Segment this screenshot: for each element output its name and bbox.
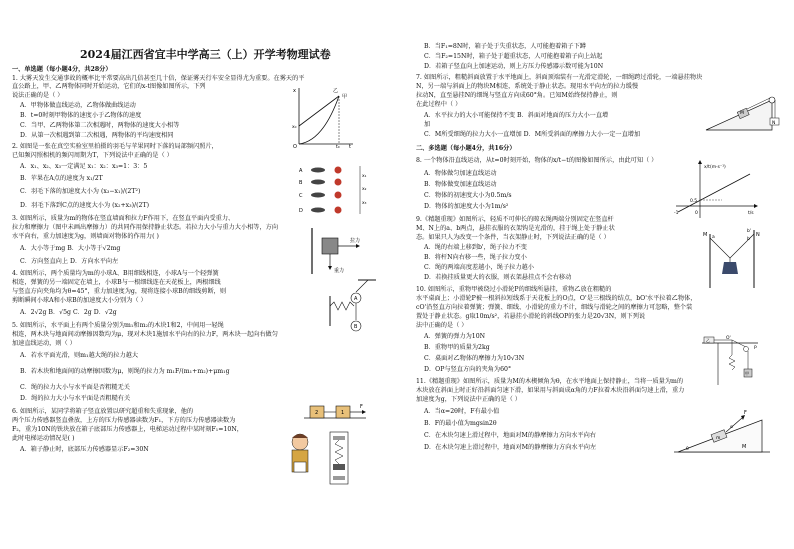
q1-line3: 说法正确的是（ ） [12, 92, 64, 99]
xt-graph-label-t: t [349, 144, 351, 150]
q2-option-a: A．x₁、x₂、x₃一定满足 x₁：x₂：x₃=1：3：5 [20, 163, 148, 170]
feather-a [311, 168, 325, 173]
q3-options-ab: A．大小等于mg B．大小等于√2mg [20, 245, 121, 252]
strobe-label-x2: x₂ [362, 187, 367, 192]
spring-c [729, 355, 735, 370]
label-ratio-axis: x/t(m·s⁻¹) [704, 165, 726, 170]
pulley-p [744, 347, 749, 352]
label-b-prime: b' [747, 229, 752, 234]
two-blocks-figure [302, 398, 368, 422]
q6-line4: 此时电梯运动情况是( ) [12, 435, 75, 442]
label-o-prime: O' [726, 336, 731, 341]
q11-option-a: A．当α=2θ时，F有最小值 [424, 408, 500, 415]
q1-line2: 直公路上，甲、乙两物体同时开始运动，它们的x-t图像如图所示，下列 [12, 83, 206, 90]
apple-c [335, 192, 342, 199]
q7-line4: 在此过程中（ ） [416, 101, 462, 108]
label-0-5: 0.5 [690, 199, 698, 204]
feather-b [311, 180, 325, 185]
xt-graph-curve-jia [299, 96, 339, 144]
q9-line3: 态。如果只人为改变一个条件，当衣架静止时，下列说法正确的是（ ） [416, 234, 610, 241]
q4-options: A．2√2g B．√5g C．2g D．√2g [20, 309, 117, 316]
apple-b [335, 179, 342, 186]
q4-line3: 与竖直方向夹角均为θ=45°，重力加速度为g，现将连接小球B的细线剪断，则 [12, 288, 227, 295]
q5-option-d: D．绳的拉力大小与水平面是否粗糙有关 [20, 395, 131, 402]
q2-option-c: C．羽毛下落的加速度大小为 (x₃−x₁)/(2T²) [20, 188, 141, 195]
sensor-top [333, 436, 345, 440]
label-small-m: m [716, 436, 721, 441]
q8-option-d: D．物体的加速度大小为1m/s² [424, 203, 509, 210]
feather-d [311, 208, 325, 213]
q4-line4: 剪断瞬间小球A和小球B的加速度大小分别为（ ） [12, 297, 147, 304]
strobe-label-x3: x₃ [362, 201, 367, 206]
label-alpha: α [730, 425, 733, 430]
document-title: 2024届江西省宜丰中学高三（上）开学考物理试卷 [80, 48, 331, 61]
apple-a [335, 167, 342, 174]
q6-line1: 6. 如图所示，某同学将箱子竖直放置以研究超重和失重现象，他的 [12, 408, 194, 415]
xt-graph-label-x0: x₀ [292, 125, 297, 130]
q9-line2: M、N上的a、b两点，悬挂衣服的衣架钩是光滑的，挂于绳上处于静止状 [416, 225, 615, 232]
q7-line3: 拉动N，直至悬挂N的细绳与竖直方向成60°角。已知M始终保持静止，则 [416, 92, 618, 99]
q2-line2: 已知频闪照相机的频闪周期为T，下列说法中正确的是（ ） [12, 152, 173, 159]
label-ball-b: B [354, 324, 358, 330]
q8-option-c: C．物体的初速度大小为0.5m/s [424, 192, 512, 199]
q11-line3: 加速度为g，下列说法中正确的是（ ） [416, 396, 521, 403]
label-block-1: 1 [341, 410, 345, 416]
q10-line2: 水平桌面上；小滑轮P被一根斜拉短线系于天花板上的O点，O'是三根线的结点，bO'水平拉着乙物体， [416, 295, 697, 302]
q5-option-c: C．绳的拉力大小与水平面是否粗糙无关 [20, 384, 130, 391]
q3-line3: 水平向右，重力加速度为g，则墙面对物体的作用力( ) [12, 233, 159, 240]
incline-pulley-figure [702, 92, 780, 134]
q10-option-a: A．弹簧的弹力为10N [424, 333, 486, 340]
q5-line3: 加速直线运动，则（ ） [12, 340, 76, 347]
q3-line2: 拉力和摩擦力（图中未画出摩擦力）的共同作用保持静止状态。若拉力大小与重力大小相等，方向 [12, 224, 279, 231]
q1-option-a: A．甲物体做直线运动，乙物体做曲线运动 [20, 102, 136, 109]
q10-option-b: B．重物甲的质量为2kg [424, 344, 490, 351]
ratio-axis-arrowhead [698, 160, 702, 164]
q1-option-b: B．t=0时刻甲物体的速度小于乙物体的速度 [20, 112, 142, 119]
xt-graph-label-t0: t₀ [336, 145, 340, 150]
q10-option-d: D．OP与竖直方向的夹角为60° [424, 366, 512, 373]
q3-options-cd: C．方向竖直向上 D．方向水平向左 [20, 258, 119, 265]
label-theta: θ [686, 447, 689, 452]
apple-d [335, 207, 342, 214]
xt-graph-label-x: x [293, 88, 296, 94]
strobe-label-c: C [299, 193, 303, 199]
section-multi-choice: 二、多选题（每小题4分，共16分） [416, 145, 516, 152]
q10-option-c: C．桌面对乙物体的摩擦力为10√3N [424, 355, 525, 362]
q6-line2: 两个压力传感器竖直叠放，上方的压力传感器读数为F₁，下方的压力传感器读数为 [12, 417, 236, 424]
label-neg1: -1 [674, 211, 679, 216]
xt-graph-figure [293, 86, 355, 148]
q9-line1: 9.《精题重现》如图所示，轻质不可伸长的晾衣绳两端分别固定在竖直杆 [416, 216, 614, 223]
xt-graph-label-yi: 乙 [333, 88, 339, 94]
gravity-arrowhead [328, 266, 332, 270]
wedge-figure [672, 402, 772, 456]
spring-balls-figure [328, 276, 378, 342]
label-ball-a: A [354, 296, 358, 302]
q2-line1: 2. 如图是一张在真空实验室里拍摄的羽毛与苹果同时下落的局部频闪照片， [12, 143, 218, 150]
pull-force-arrowhead [356, 244, 360, 248]
t-axis-arrowhead [754, 204, 758, 208]
q7-options-ab-cont: 加 [424, 121, 431, 128]
q8-option-a: A．物体做匀加速直线运动 [424, 170, 497, 177]
q9-option-d: D．若换挂质量更大的衣服，则衣架悬挂点不会右移动 [424, 274, 572, 281]
label-jia: 甲 [745, 371, 749, 376]
label-pull-force: 拉力 [350, 238, 361, 244]
wall-box-figure [308, 226, 370, 276]
q11-line2: 木块放在斜面上时正好沿斜面匀速下滑，如果用与斜面成α角的力F拉着木块沿斜面匀速上滑，重力 [416, 387, 685, 394]
label-big-m: M [742, 444, 747, 450]
q7-line2: N，另一端与斜面上的物块M相连，系统处于静止状态。现用水平向左的拉力缓慢 [416, 83, 639, 90]
spring [330, 302, 354, 310]
label-block-2: 2 [315, 410, 319, 416]
iron-block [333, 464, 345, 470]
q10-line1: 10. 如图所示，重物甲被绕过小滑轮P的细线所悬挂，重物乙放在粗糙的 [416, 286, 612, 293]
q2-option-d: D．羽毛下落到C点的速度大小为 (x₂+x₃)/(2T) [20, 202, 150, 209]
label-m: M [740, 111, 744, 116]
xt-graph-label-origin: O [293, 144, 297, 150]
q8-option-b: B．物体做变加速直线运动 [424, 181, 497, 188]
section-single-choice: 一、单选题（每小题4分，共28分） [12, 66, 112, 73]
q6-option-d: D．若箱子竖直向上加速运动，则上方压力传感器示数可能为10N [424, 63, 604, 70]
label-p: P [754, 346, 757, 351]
q8-line1: 8. 一个物体沿直线运动，从t=0时刻开始，物体的x/t−t的图像如图所示，由此可知（ ） [416, 157, 658, 164]
q2-option-b: B．苹果在A点的速度为 x₁/2T [20, 175, 103, 182]
q9-option-a: A．绳的右端上移到b'，绳子拉力不变 [424, 244, 527, 251]
label-t-axis: t/s [748, 211, 754, 216]
q9-option-b: B．将杆N向右移一些，绳子拉力变小 [424, 254, 527, 261]
elevator-figure [280, 428, 356, 494]
rope-left [710, 238, 730, 258]
box-held [294, 462, 306, 472]
q11-option-d: D．在木块匀速上滑过程中，地面对M的静摩擦力方向水平向左 [424, 444, 597, 451]
rope-right [730, 234, 754, 258]
label-n: N [772, 121, 776, 126]
label-force: F [360, 404, 363, 410]
label-0: 0 [695, 211, 698, 216]
right-column [402, 0, 787, 549]
xt-ratio-graph-figure [670, 160, 758, 220]
strobe-label-d: D [299, 208, 303, 214]
q5-option-a: A．若水平面光滑，则m₁越大绳的拉力越大 [20, 352, 139, 359]
q9-option-c: C．绳的两端高度差越小，绳子拉力越小 [424, 264, 534, 271]
label-gravity: 重力 [334, 268, 345, 274]
clothes [722, 262, 738, 274]
label-a: a [712, 235, 715, 240]
label-f: F [744, 410, 747, 416]
q4-line2: 相连，弹簧的另一端固定在墙上，小球B与一根细线连在天花板上，两根细线 [12, 279, 221, 286]
q11-option-c: C．在木块匀速上滑过程中，地面对M的静摩擦力方向水平向右 [424, 432, 596, 439]
pulley-system-figure [698, 335, 762, 389]
q11-option-b: B．F的最小值为mgsin2θ [424, 420, 497, 427]
q10-line5: 法中正确的是（ ） [416, 322, 468, 329]
q6-option-c: C．当F₂=15N时，箱子处于超重状态，人可能抱着箱子向上站起 [424, 53, 603, 60]
q5-line1: 5. 如图所示，水平面上有两个质量分别为m₁和m₂的木块1和2，中间用一轻绳 [12, 322, 224, 329]
strobe-photo-figure [298, 162, 368, 220]
q10-line4: 置处于静止状态。g取10m/s²，若悬挂小滑轮的斜线OP的张力是20√3N，则下列说 [416, 313, 646, 320]
clothesline-figure [702, 228, 762, 290]
q5-option-b: B．若木块和地面间的动摩擦因数为μ，则绳的拉力为 m₁F/(m₁+m₂)+μm₁g [20, 368, 230, 375]
xt-graph-label-jia: 甲 [342, 94, 348, 100]
q5-line2: 相连，两木块与地面间动摩擦因数均为μ，现对木块1施加水平向右的拉力F，两木块一起向右做匀 [12, 331, 278, 338]
q1-line1: 1. 大雾天发生交通事故的概率比平常要高出几倍甚至几十倍，保证雾天行车安全显得尤为重要。在雾天的平 [12, 75, 305, 82]
label-pole-n: N [756, 232, 760, 238]
q1-option-c: C．当甲、乙两物体第二次相遇时，两物体的速度大小相等 [20, 122, 180, 129]
label-b: b [747, 237, 750, 242]
strobe-label-a: A [299, 168, 303, 174]
box [322, 238, 338, 254]
q6-option-a: A．箱子静止时，底部压力传感器显示F₂=30N [20, 446, 149, 453]
q7-options-ab: A．水平拉力的大小可能保持不变 B．斜面对地面的压力大小一直增 [424, 112, 609, 119]
label-pole-m: M [703, 232, 708, 238]
q6-option-b: B．当F₁=8N时，箱子处于失重状态，人可能抱着箱子下蹲 [424, 43, 586, 50]
string-ceiling [356, 280, 368, 292]
q1-option-d: D．从第一次相遇到第二次相遇，两物体的平均速度相同 [20, 132, 174, 139]
force-arrowhead [362, 410, 366, 414]
sensor-bottom [333, 476, 345, 480]
person-hair [292, 434, 308, 438]
left-column [10, 0, 395, 549]
q4-line1: 4. 如图所示，两个质量均为m的小球A、B用细线相连，小球A与一个轻弹簧 [12, 270, 219, 277]
q10-line3: cO'沿竖直方向拉着弹簧；弹簧、细线、小滑轮的重力不计，细线与滑轮之间的摩擦力可忽略，整个装 [416, 304, 693, 311]
q11-line1: 11.《精题重现》如图所示，质量为M的木楔倾角为θ，在水平地面上保持静止，当将一质量为m的 [416, 378, 684, 385]
string-a [732, 340, 746, 347]
strobe-label-x1: x₁ [362, 174, 367, 179]
feather-c [311, 193, 325, 198]
q6-line3: F₂，重为10N的铁块放在箱子底部压力传感器上，电梯运动过程中某时刻F₁=10N， [12, 426, 243, 433]
q7-options-cd: C．M所受细绳的拉力大小一直增加 D．M所受斜面的摩擦力大小一定一直增加 [424, 131, 641, 138]
strobe-label-b: B [299, 180, 303, 186]
q3-line1: 3. 如图所示，质量为m的物体在竖直墙面和拉力F作用下，在竖直平面内受重力、 [12, 215, 235, 222]
q7-line1: 7. 如图所示，粗糙斜面放置于水平地面上，斜面顶端装有一光滑定滑轮，一细绳跨过滑轮，一端悬挂物块 [416, 74, 703, 81]
label-yi: 乙 [706, 338, 710, 343]
